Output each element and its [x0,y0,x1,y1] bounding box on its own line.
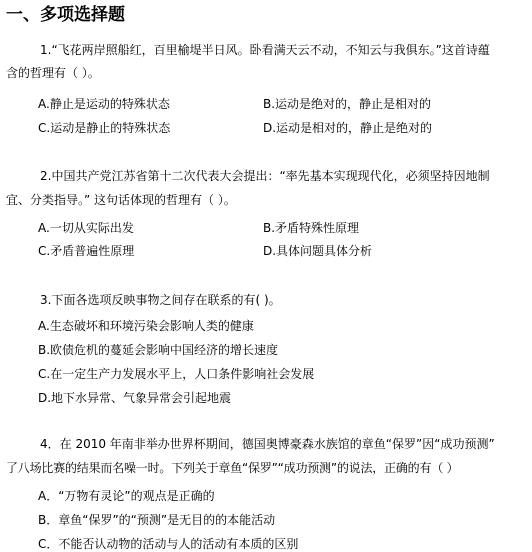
question-2-option-d: D.具体问题具体分析 [263,244,373,258]
question-1-option-d: D.运动是相对的，静止是绝对的 [263,121,433,135]
question-1-option-b: B.运动是绝对的，静止是相对的 [263,97,432,111]
question-3-option-a: A.生态破坏和环境污染会影响人类的健康 [38,319,254,333]
question-4-stem-line-1: 4．在 2010 年南非举办世界杯期间，德国奥博豪森水族馆的章鱼“保罗”因“成功预测” [40,437,495,451]
question-1-stem-line-2: 含的哲理有（ ）。 [6,66,100,80]
question-1-option-a: A.静止是运动的特殊状态 [38,97,170,111]
question-3-stem-line-1: 3.下面各选项反映事物之间存在联系的有( )。 [40,293,281,307]
question-4-option-b: B．章鱼“保罗”的“预测”是无目的的本能活动 [38,513,276,527]
question-4-option-a: A．“万物有灵论”的观点是正确的 [38,489,215,503]
question-2-option-b: B.矛盾特殊性原理 [263,221,360,235]
question-2-stem-line-2: 宜、分类指导。” 这句话体现的哲理有（ ）。 [6,193,236,207]
question-3-option-c: C.在一定生产力发展水平上，人口条件影响社会发展 [38,367,315,381]
question-2-option-a: A.一切从实际出发 [38,221,134,235]
question-3-option-b: B.欧债危机的蔓延会影响中国经济的增长速度 [38,343,279,357]
question-2-stem-line-1: 2.中国共产党江苏省第十二次代表大会提出：“率先基本实现现代化，必须坚持因地制 [40,169,490,183]
question-4-option-c: C．不能否认动物的活动与人的活动有本质的区别 [38,537,299,551]
question-1-stem-line-1: 1.“飞花两岸照船红，百里榆堤半日风。卧看满天云不动，不知云与我俱东。”这首诗蕴 [40,43,490,57]
question-2-option-c: C.矛盾普遍性原理 [38,244,135,258]
question-3-option-d: D.地下水异常、气象异常会引起地震 [38,391,232,405]
question-4-stem-line-2: 了八场比赛的结果而名噪一时。下列关于章鱼“保罗”“成功预测”的说法，正确的有（ ） [6,461,459,475]
section-title: 一、多项选择题 [6,5,125,25]
question-1-option-c: C.运动是静止的特殊状态 [38,121,171,135]
